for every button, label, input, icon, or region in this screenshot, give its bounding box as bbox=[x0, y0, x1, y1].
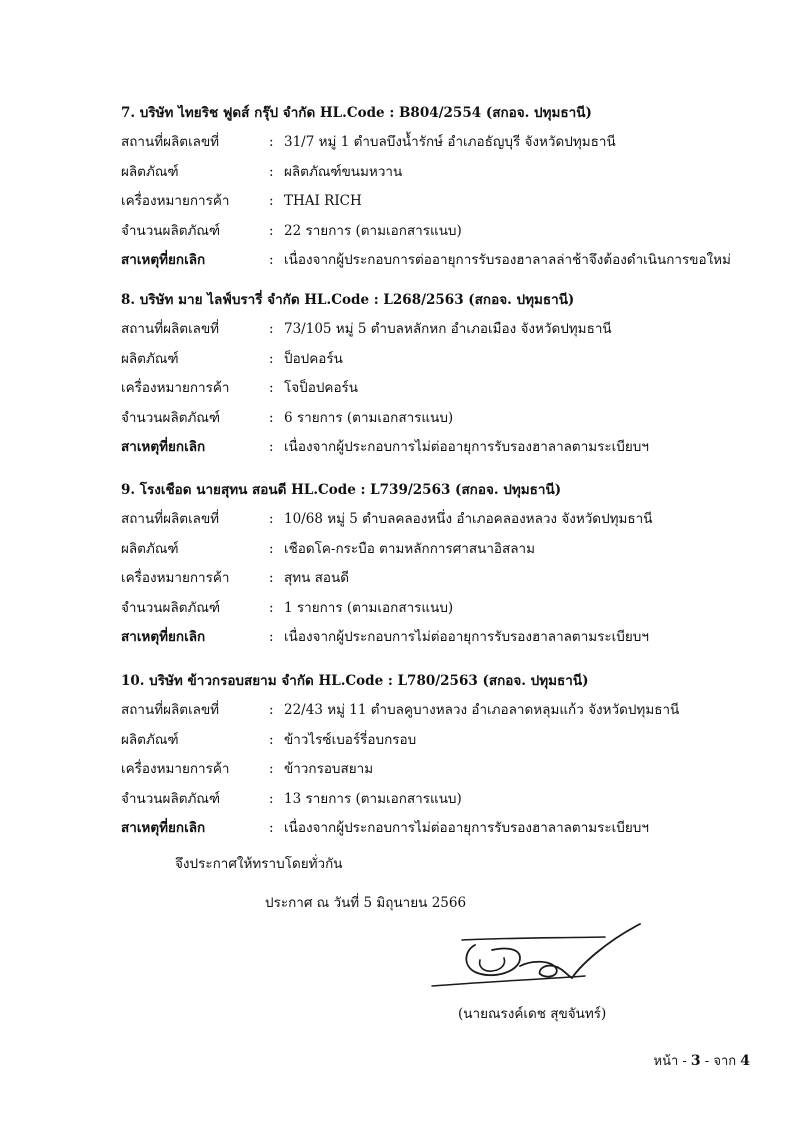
colon: : bbox=[269, 820, 274, 836]
colon: : bbox=[269, 790, 274, 807]
colon: : bbox=[269, 761, 274, 777]
page-total: 4 bbox=[740, 1053, 750, 1069]
entry-heading: 10. บริษัท ข้าวกรอบสยาม จำกัด HL.Code : L780/2563 (สกอจ. ปทุมธานี) bbox=[121, 673, 589, 689]
reason-value: เนื่องจากผู้ประกอบการไม่ต่ออายุการรับรองฮาลาลตามระเบียบฯ bbox=[284, 820, 649, 836]
reason-row bbox=[121, 623, 761, 653]
trademark-value: THAI RICH bbox=[284, 193, 362, 209]
location-label: สถานที่ผลิตเลขที่ bbox=[121, 511, 220, 527]
signature bbox=[420, 920, 650, 1000]
product-value: ผลิตภัณฑ์ขนมหวาน bbox=[284, 163, 403, 180]
colon: : bbox=[269, 511, 274, 527]
trademark-value: ข้าวกรอบสยาม bbox=[284, 761, 374, 777]
reason-value: เนื่องจากผู้ประกอบการไม่ต่ออายุการรับรองฮาลาลตามระเบียบฯ bbox=[284, 439, 649, 455]
entry-7 bbox=[121, 98, 761, 276]
entry-9 bbox=[121, 475, 761, 653]
colon: : bbox=[269, 163, 274, 180]
trademark-row bbox=[121, 187, 761, 217]
colon: : bbox=[269, 629, 274, 645]
product-row bbox=[121, 345, 761, 375]
location-value: 22/43 หมู่ 11 ตำบลคูบางหลวง อำเภอลาดหลุมแก้ว จังหวัดปทุมธานี bbox=[284, 702, 680, 718]
trademark-label: เครื่องหมายการค้า bbox=[121, 193, 230, 209]
signer-name: (นายณรงค์เดช สุขจันทร์) bbox=[458, 1006, 607, 1022]
reason-row bbox=[121, 433, 761, 463]
reason-row bbox=[121, 814, 761, 844]
product-row bbox=[121, 726, 761, 756]
page-separator: - จาก bbox=[700, 1054, 741, 1069]
colon: : bbox=[269, 439, 274, 455]
location-row bbox=[121, 315, 761, 345]
trademark-label: เครื่องหมายการค้า bbox=[121, 380, 230, 396]
count-row bbox=[121, 217, 761, 247]
count-value: 6 รายการ (ตามเอกสารแนบ) bbox=[284, 409, 454, 426]
trademark-label: เครื่องหมายการค้า bbox=[121, 761, 230, 777]
colon: : bbox=[269, 350, 274, 367]
entry-heading: 9. โรงเชือด นายสุทน สอนดี HL.Code : L739/2563 (สกอจ. ปทุมธานี) bbox=[121, 482, 562, 498]
location-row bbox=[121, 505, 761, 535]
announcement-date: ประกาศ ณ วันที่ 5 มิถุนายน 2566 bbox=[265, 895, 467, 911]
product-value: ข้าวไรซ์เบอร์รี่อบกรอบ bbox=[284, 731, 417, 748]
reason-label: สาเหตุที่ยกเลิก bbox=[121, 252, 206, 268]
count-label: จำนวนผลิตภัณฑ์ bbox=[121, 222, 221, 239]
location-value: 10/68 หมู่ 5 ตำบลคลองหนึ่ง อำเภอคลองหลวง จังหวัดปทุมธานี bbox=[284, 511, 653, 527]
location-value: 73/105 หมู่ 5 ตำบลหลักหก อำเภอเมือง จังหวัดปทุมธานี bbox=[284, 321, 612, 337]
count-row bbox=[121, 785, 761, 815]
trademark-row bbox=[121, 564, 761, 594]
colon: : bbox=[269, 222, 274, 239]
colon: : bbox=[269, 380, 274, 396]
page-number bbox=[654, 1050, 751, 1071]
reason-label: สาเหตุที่ยกเลิก bbox=[121, 439, 206, 455]
product-label: ผลิตภัณฑ์ bbox=[121, 350, 179, 367]
location-row bbox=[121, 696, 761, 726]
product-label: ผลิตภัณฑ์ bbox=[121, 540, 179, 557]
page-prefix: หน้า - bbox=[653, 1054, 691, 1069]
location-label: สถานที่ผลิตเลขที่ bbox=[121, 321, 220, 337]
count-row bbox=[121, 594, 761, 624]
colon: : bbox=[269, 731, 274, 748]
reason-value: เนื่องจากผู้ประกอบการไม่ต่ออายุการรับรองฮาลาลตามระเบียบฯ bbox=[284, 629, 649, 645]
count-label: จำนวนผลิตภัณฑ์ bbox=[121, 409, 221, 426]
colon: : bbox=[269, 134, 274, 150]
colon: : bbox=[269, 570, 274, 586]
location-value: 31/7 หมู่ 1 ตำบลบึงน้ำรักษ์ อำเภอธัญบุรี จังหวัดปทุมธานี bbox=[284, 134, 616, 150]
product-value: ป็อปคอร์น bbox=[284, 350, 343, 367]
trademark-row bbox=[121, 755, 761, 785]
count-row bbox=[121, 404, 761, 434]
reason-row bbox=[121, 246, 761, 276]
colon: : bbox=[269, 702, 274, 718]
product-label: ผลิตภัณฑ์ bbox=[121, 731, 179, 748]
count-label: จำนวนผลิตภัณฑ์ bbox=[121, 790, 221, 807]
colon: : bbox=[269, 599, 274, 616]
colon: : bbox=[269, 540, 274, 557]
entry-10 bbox=[121, 666, 761, 844]
trademark-row bbox=[121, 374, 761, 404]
announcement-text: จึงประกาศให้ทราบโดยทั่วกัน bbox=[175, 856, 343, 872]
colon: : bbox=[269, 193, 274, 209]
entry-heading: 7. บริษัท ไทยริช ฟูดส์ กรุ๊ป จำกัด HL.Code : B804/2554 (สกอจ. ปทุมธานี) bbox=[121, 105, 592, 121]
entry-heading: 8. บริษัท มาย ไลฟ์บรารี่ จำกัด HL.Code : L268/2563 (สกอจ. ปทุมธานี) bbox=[121, 292, 575, 308]
trademark-value: สุทน สอนดี bbox=[284, 570, 350, 586]
count-value: 22 รายการ (ตามเอกสารแนบ) bbox=[284, 222, 462, 239]
colon: : bbox=[269, 252, 274, 268]
product-row bbox=[121, 158, 761, 188]
product-value: เชือดโค-กระบือ ตามหลักการศาสนาอิสลาม bbox=[284, 540, 536, 557]
count-value: 1 รายการ (ตามเอกสารแนบ) bbox=[284, 599, 454, 616]
reason-value: เนื่องจากผู้ประกอบการต่ออายุการรับรองฮาลาลล่าช้าจึงต้องดำเนินการขอใหม่ bbox=[284, 252, 731, 268]
entry-8 bbox=[121, 285, 761, 463]
location-row bbox=[121, 128, 761, 158]
colon: : bbox=[269, 321, 274, 337]
reason-label: สาเหตุที่ยกเลิก bbox=[121, 820, 206, 836]
location-label: สถานที่ผลิตเลขที่ bbox=[121, 134, 220, 150]
count-value: 13 รายการ (ตามเอกสารแนบ) bbox=[284, 790, 462, 807]
location-label: สถานที่ผลิตเลขที่ bbox=[121, 702, 220, 718]
colon: : bbox=[269, 409, 274, 426]
product-label: ผลิตภัณฑ์ bbox=[121, 163, 179, 180]
page-current: 3 bbox=[690, 1053, 701, 1069]
product-row bbox=[121, 535, 761, 565]
reason-label: สาเหตุที่ยกเลิก bbox=[121, 629, 206, 645]
trademark-label: เครื่องหมายการค้า bbox=[121, 570, 230, 586]
count-label: จำนวนผลิตภัณฑ์ bbox=[121, 599, 221, 616]
trademark-value: โจป็อปคอร์น bbox=[284, 380, 359, 396]
